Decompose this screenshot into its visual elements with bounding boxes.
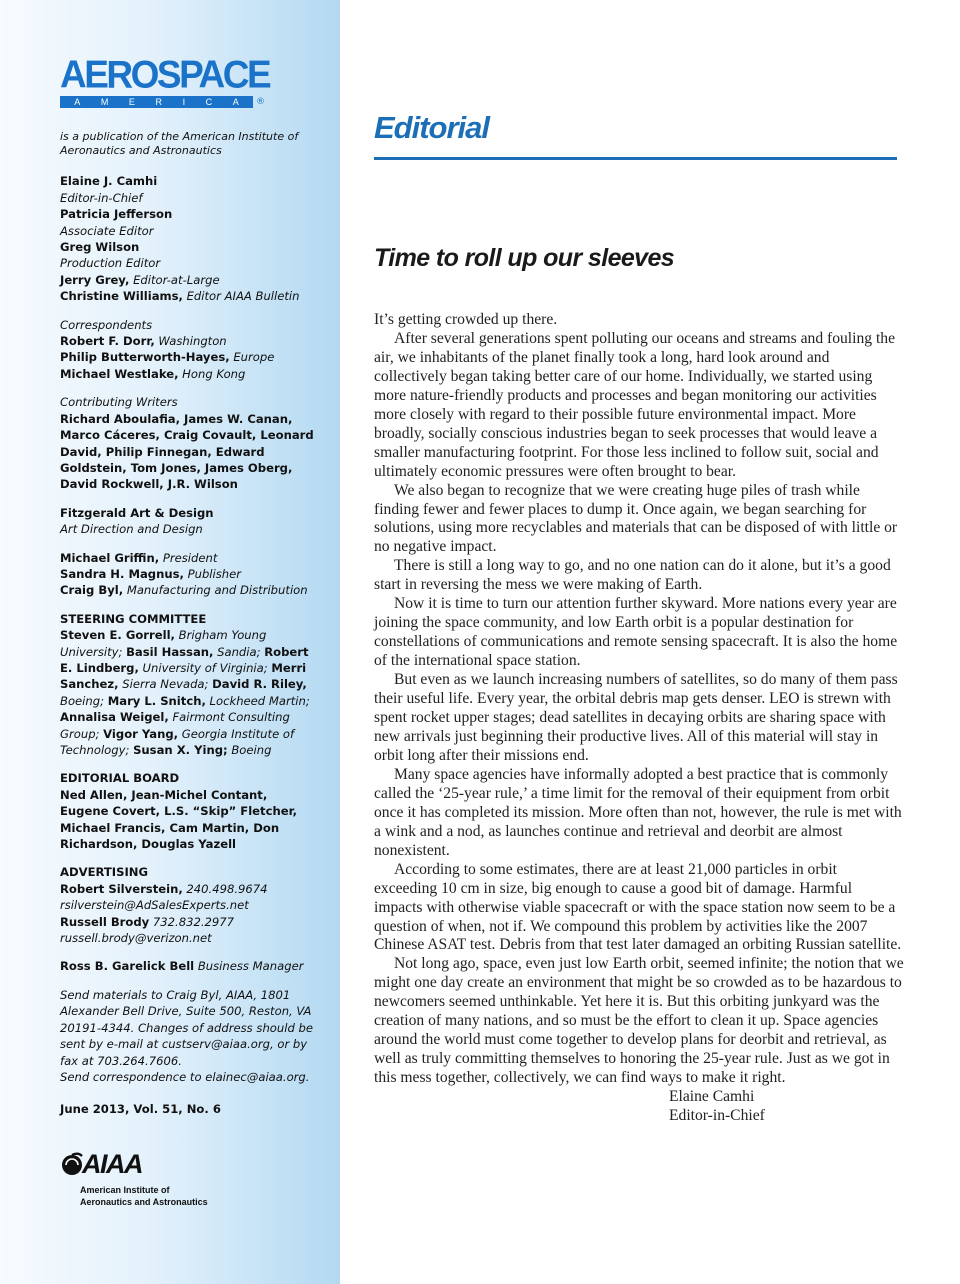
staff-name: Elaine J. Camhi (60, 174, 158, 189)
section-title: Editorial (374, 110, 490, 145)
send-materials-note (60, 987, 315, 1085)
body-paragraph: Now it is time to turn our attention further skyward. More nations every year are joining the space community, and low Earth orbit is a popular destination for constellations of communications and remote sensing spacecraft. It is also the home of the international space station. (374, 595, 898, 670)
correspondents-label: Correspondents (60, 317, 153, 332)
body-paragraph: Not long ago, space, even just low Earth orbit, seemed infinite; the notion that we might one day create an environment that might be so crowded as to be hazardous to newcomers seemed unthinkable. Yet here it is. But this orbiting junkyard was the creation of many nations, and so must be the effort to clean it up. Space agencies around the world must come together to develop plans for deorbit and retrieval, as well as truly committing themselves to honoring the 25-year rule. Just as we got in this mess together, collectively, we can find ways to make it right. (374, 955, 904, 1087)
board-label: EDITORIAL BOARD (60, 771, 180, 786)
advertising-label: ADVERTISING (60, 865, 149, 880)
staff-entry (60, 272, 340, 288)
member-affiliation: Fairmont Consulting Group; (60, 710, 290, 741)
signature-title: Editor-in-Chief (669, 1107, 765, 1125)
editorial-headline: Time to roll up our sleeves (374, 244, 675, 272)
member-affiliation: Georgia Institute of Technology; (60, 726, 295, 757)
contact-name: Robert Silverstein, (60, 881, 183, 896)
advertising-entry (60, 914, 340, 930)
steering-label: STEERING COMMITTEE (60, 611, 207, 626)
contributing-writers (60, 394, 340, 492)
member-name: Robert E. Lindberg, (60, 644, 309, 675)
aiaa-name-line: American Institute of (80, 1184, 170, 1195)
editorial-body (374, 311, 904, 1126)
editorial-board (60, 770, 340, 852)
steering-members (60, 627, 315, 758)
issue-date: June 2013, Vol. 51, No. 6 (60, 1102, 221, 1117)
officer-name: Sandra H. Magnus, (60, 566, 184, 581)
officer-entry (60, 582, 340, 598)
staff-name: Greg Wilson (60, 240, 140, 255)
aiaa-wordmark: AIAA (82, 1148, 142, 1179)
officers-list (60, 550, 340, 599)
correspondents-list (60, 317, 340, 383)
logo-letter: A (232, 97, 239, 108)
staff-name: Christine Williams, (60, 289, 183, 304)
send-materials: Send materials to Craig Byl, AIAA, 1801 Alexander Bell Drive, Suite 500, Reston, VA 20191-4344. Changes of address should be sent by e-mail at custserv@aiaa.org, or by fax at 703.264.7606. (60, 987, 313, 1068)
logo-letter: C (205, 97, 213, 108)
logo-wordmark: AEROSPACE (60, 52, 270, 96)
member-affiliation: Sandia; (217, 644, 261, 659)
aiaa-full-name (80, 1184, 340, 1208)
contact-email: russell.brody@verizon.net (60, 931, 212, 946)
business-name: Ross B. Garelick Bell (60, 959, 195, 974)
art-direction (60, 505, 340, 538)
advertising-entry (60, 881, 340, 897)
contributing-names: Richard Aboulafia, James W. Canan, Marco Cáceres, Craig Covault, Leonard David, Philip Finnegan, Edward Goldstein, Tom Jones, James Oberg, David Rockwell, J.R. Wilson (60, 411, 314, 492)
section-divider (374, 157, 897, 160)
correspondent-place: Washington (158, 334, 227, 349)
officer-entry (60, 550, 340, 566)
member-name: David R. Riley, (212, 677, 307, 692)
advertising-contacts (60, 864, 340, 946)
body-paragraph: There is still a long way to go, and no one nation can do it alone, but it’s a good start in reversing the mess we were making of Earth. (374, 557, 891, 594)
business-manager (60, 958, 340, 974)
officer-role: President (162, 550, 218, 565)
officer-name: Michael Griffin, (60, 550, 160, 565)
send-correspondence: Send correspondence to elainec@aiaa.org. (60, 1069, 310, 1084)
member-affiliation: Boeing; (60, 693, 105, 708)
correspondent-place: Hong Kong (182, 366, 246, 381)
member-affiliation: Brigham Young University; (60, 628, 267, 659)
business-role: Business Manager (197, 959, 304, 974)
masthead-sidebar (0, 0, 340, 1284)
member-name: Susan X. Ying; (133, 743, 228, 757)
staff-role: Editor-in-Chief (60, 190, 143, 205)
contact-name: Russell Brody (60, 914, 150, 929)
member-name: Annalisa Weigel, (60, 710, 169, 725)
staff-entry (60, 288, 340, 304)
staff-role: Editor AIAA Bulletin (186, 289, 300, 304)
correspondent-place: Europe (233, 350, 275, 365)
logo-letter: I (182, 97, 186, 108)
staff-role: Production Editor (60, 256, 161, 271)
logo-letter: A (74, 97, 81, 108)
correspondent-name: Robert F. Dorr, (60, 334, 155, 349)
member-name: Merri Sanchez, (60, 660, 307, 692)
officer-entry (60, 566, 340, 582)
correspondent-name: Michael Westlake, (60, 366, 179, 381)
member-affiliation: Boeing (231, 743, 272, 757)
staff-role: Editor-at-Large (133, 272, 220, 287)
signature-name: Elaine Camhi (669, 1088, 755, 1106)
officer-role: Manufacturing and Distribution (126, 583, 308, 598)
board-members: Ned Allen, Jean-Michel Contant, Eugene Covert, L.S. “Skip” Fletcher, Michael Francis, Cam Martin, Don Richardson, Douglas Yazell (60, 787, 297, 852)
aiaa-name-line: Aeronautics and Astronautics (80, 1196, 208, 1207)
staff-name: Jerry Grey, (60, 272, 130, 287)
staff-name: Patricia Jefferson (60, 207, 173, 222)
body-paragraph: But even as we launch increasing numbers of satellites, so do many of them pass their useful life. Every year, the orbital debris map gets denser. LEO is strewn with spent rocket upper stages; dead satellites in decaying orbits are sharing space with new arrivals just beginning their productive lives. All of this material will stay in orbit long after their missions end. (374, 671, 898, 764)
contact-phone: 732.832.2977 (152, 914, 235, 929)
publication-line: is a publication of the American Institute of Aeronautics and Astronautics (60, 130, 299, 157)
correspondent-name: Philip Butterworth-Hayes, (60, 350, 230, 365)
registered-mark: ® (256, 97, 265, 107)
contact-phone: 240.498.9674 (186, 881, 268, 896)
member-name: Steven E. Gorrell, (60, 628, 175, 643)
member-name: Mary L. Snitch, (107, 693, 206, 708)
officer-role: Publisher (187, 566, 242, 581)
staff-list (60, 173, 340, 304)
correspondent-entry (60, 366, 340, 382)
staff-role: Associate Editor (60, 223, 154, 238)
body-paragraph: After several generations spent polluting our oceans and streams and fouling the air, we inhabitants of the planet finally took a long, hard look around and collectively began taking better care of our home. Individually, we started using more nature-friendly products and processes and began monitoring our activities more closely with regard to their possible future environmental impact. More broadly, socially conscious industries began to seek processes that would leave a smaller manufacturing footprint. For those less inclined to follow suit, social and ultimately economic pressures were often brought to bear. (374, 329, 896, 480)
body-paragraph: Many space agencies have informally adopted a best practice that is commonly called the ‘25-year rule,’ a time limit for the removal of their equipment from orbit once it has completed its mission. More often than not, however, the rule is met with a wink and a nod, as launches continue and retrieval and deorbit are almost nonexistent. (374, 765, 902, 859)
art-role: Art Direction and Design (60, 522, 203, 537)
contact-email: rsilverstein@AdSalesExperts.net (60, 898, 249, 913)
member-affiliation: Lockheed Martin; (209, 693, 310, 708)
body-paragraph: According to some estimates, there are at least 21,000 particles in orbit exceeding 10 cm in size, big enough to cause a good bit of damage. Harmful impacts with otherwise viable spacecraft or with the space station now seem to be a question of when, not if. We compound this problem by activities like the 2007 Chinese ASAT test. Debris from that test later damaged an orbiting Russian satellite. (374, 860, 902, 954)
correspondent-entry (60, 333, 340, 349)
member-affiliation: Sierra Nevada; (122, 677, 209, 692)
body-paragraph: We also began to recognize that we were creating huge piles of trash while finding fewer and fewer places to dump it. Once again, we began searching for solutions, using more recyclables and materials that can be disposed of with little or no negative impact. (374, 481, 898, 556)
logo-letter: M (100, 97, 109, 108)
member-affiliation: University of Virginia; (142, 660, 268, 675)
officer-name: Craig Byl, (60, 583, 124, 598)
aiaa-globe-icon (60, 1152, 84, 1176)
steering-committee (60, 611, 340, 759)
logo-letter: R (155, 97, 162, 108)
body-paragraph: It’s getting crowded up there. (374, 311, 558, 328)
logo-letter: E (128, 97, 135, 108)
aerospace-america-logo (60, 52, 340, 110)
art-firm: Fitzgerald Art & Design (60, 505, 214, 520)
logo-subtitle-bar (60, 96, 253, 108)
member-name: Basil Hassan, (126, 644, 214, 659)
member-name: Vigor Yang, (103, 726, 179, 741)
correspondent-entry (60, 349, 340, 365)
aiaa-logo (60, 1150, 340, 1208)
contributing-label: Contributing Writers (60, 395, 178, 410)
